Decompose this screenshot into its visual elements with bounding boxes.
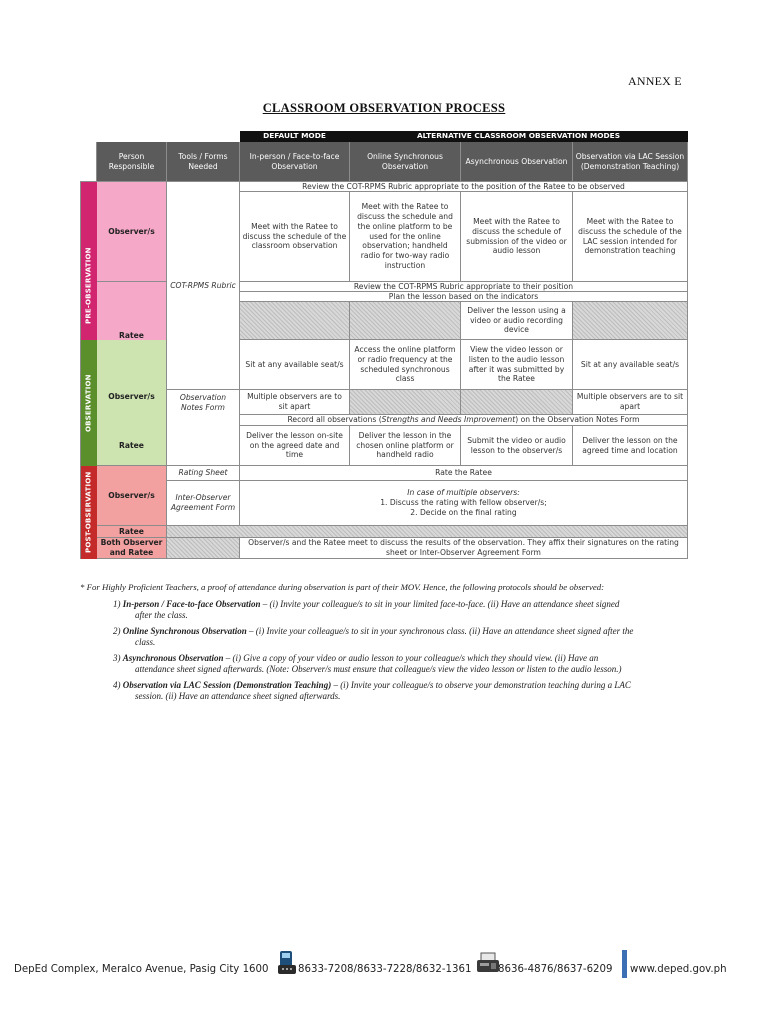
review-rubric-observer: Review the COT-RPMS Rubric appropriate to the position of the Ratee to be observed bbox=[240, 182, 688, 192]
protocol-label: Observation via LAC Session (Demonstration Teaching) bbox=[122, 679, 332, 690]
fax-machine-icon bbox=[476, 952, 500, 976]
footer-website: www.deped.gov.ph bbox=[630, 964, 727, 975]
post-observer-label: Observer/s bbox=[97, 466, 167, 526]
pre-ratee-label: Ratee bbox=[97, 282, 167, 390]
record-suffix: ) on the Observation Notes Form bbox=[515, 415, 640, 425]
na-cell bbox=[573, 302, 688, 340]
access-online: Access the online platform or radio frequency at the scheduled synchronous class bbox=[350, 340, 461, 390]
meet-online: Meet with the Ratee to discuss the schedule and the online platform to be used for the online observation; handheld radio for two-way radio instruction bbox=[350, 192, 461, 282]
multiple-observers-title: In case of multiple observers: bbox=[407, 488, 520, 498]
lac-session-header: Observation via LAC Session (Demonstration Teaching) bbox=[573, 142, 688, 182]
meet-lac: Meet with the Ratee to discuss the schedule of the LAC session intended for demonstration teaching bbox=[573, 192, 688, 282]
protocol-text: – (i) Invite your colleague/s to observe your demonstration teaching during a LAC session. (ii) Have an attendance sheet signed afterwards. bbox=[135, 679, 631, 701]
observation-notes-form-tool: Observation Notes Form bbox=[167, 340, 240, 466]
protocol-label: Asynchronous Observation bbox=[122, 652, 224, 663]
meet-inperson: Meet with the Ratee to discuss the schedule of the classroom observation bbox=[240, 192, 350, 282]
record-prefix: Record all observations ( bbox=[287, 415, 382, 425]
protocol-item bbox=[80, 680, 692, 702]
protocol-text: – (i) Give a copy of your video or audio lesson to your colleague/s which they should view. (ii) Have an attendance sheet signed afterwards. (Note: Observer/s must ensure that colleague/s view the video lesson or listen to the audio lesson.) bbox=[135, 652, 622, 674]
sit-apart-inperson: Multiple observers are to sit apart bbox=[240, 390, 350, 415]
na-cell bbox=[240, 302, 350, 340]
both-observer-ratee-label: Both Observer and Ratee bbox=[97, 538, 167, 559]
inter-observer-agreement-tool: Inter-Observer Agreement Form bbox=[167, 481, 240, 526]
footer-address: DepEd Complex, Meralco Avenue, Pasig City 1600 bbox=[14, 964, 269, 975]
observation-process-table bbox=[80, 131, 688, 579]
annex-label: ANNEX E bbox=[628, 74, 682, 88]
pre-observation-band: PRE-OBSERVATION bbox=[80, 182, 97, 390]
cot-rpms-rubric-tool: COT-RPMS Rubric bbox=[167, 182, 240, 390]
protocol-number: 2) bbox=[113, 625, 121, 636]
obs-ratee-label: Ratee bbox=[97, 426, 167, 466]
record-italic: Strengths and Needs Improvement bbox=[381, 415, 516, 425]
sit-lac: Sit at any available seat/s bbox=[573, 340, 688, 390]
view-async: View the video lesson or listen to the audio lesson after it was submitted by the Ratee bbox=[461, 340, 573, 390]
na-cell bbox=[167, 526, 688, 538]
deliver-inperson: Deliver the lesson on-site on the agreed date and time bbox=[240, 426, 350, 466]
multiple-observers-step-2: 2. Decide on the final rating bbox=[410, 507, 517, 517]
plan-lesson: Plan the lesson based on the indicators bbox=[240, 292, 688, 302]
sit-inperson: Sit at any available seat/s bbox=[240, 340, 350, 390]
footer-phone: 8633-7208/8633-7228/8632-1361 bbox=[298, 964, 472, 975]
notes-intro: * For Highly Proficient Teachers, a proof of attendance during observation is part of their MOV. Hence, the following protocols should be observed: bbox=[80, 582, 605, 592]
na-cell bbox=[461, 390, 573, 415]
page-footer bbox=[14, 960, 754, 986]
protocol-item bbox=[80, 653, 692, 675]
online-sync-header: Online Synchronous Observation bbox=[350, 142, 461, 182]
meet-discuss-results: Observer/s and the Ratee meet to discuss the results of the observation. They affix their signatures on the rating sheet or Inter-Observer Agreement Form bbox=[240, 538, 688, 559]
alternative-modes-header: ALTERNATIVE CLASSROOM OBSERVATION MODES bbox=[350, 131, 688, 142]
submit-async: Submit the video or audio lesson to the observer/s bbox=[461, 426, 573, 466]
header-spacer bbox=[80, 142, 97, 182]
pre-observer-label: Observer/s bbox=[97, 182, 167, 282]
multiple-observers-step-1: 1. Discuss the rating with fellow observer/s; bbox=[380, 498, 547, 508]
protocol-number: 1) bbox=[113, 598, 121, 609]
obs-observer-label: Observer/s bbox=[97, 340, 167, 454]
observation-band: OBSERVATION bbox=[80, 340, 97, 466]
protocol-notes bbox=[80, 582, 692, 706]
footer-fax: 8636-4876/8637-6209 bbox=[498, 964, 613, 975]
protocol-text: – (i) Invite your colleague/s to sit in your synchronous class. (ii) Have an attendance sheet signed after the class. bbox=[135, 625, 634, 647]
protocol-item bbox=[80, 626, 692, 648]
person-responsible-header: Person Responsible bbox=[97, 142, 167, 182]
page-title: CLASSROOM OBSERVATION PROCESS bbox=[262, 101, 506, 115]
telephone-icon bbox=[277, 950, 299, 976]
protocol-label: Online Synchronous Observation bbox=[122, 625, 247, 636]
sit-apart-lac: Multiple observers are to sit apart bbox=[573, 390, 688, 415]
na-cell bbox=[350, 302, 461, 340]
deliver-recording: Deliver the lesson using a video or audio recording device bbox=[461, 302, 573, 340]
async-header: Asynchronous Observation bbox=[461, 142, 573, 182]
protocol-number: 3) bbox=[113, 652, 121, 663]
protocol-label: In-person / Face-to-face Observation bbox=[122, 598, 261, 609]
na-cell bbox=[167, 538, 240, 559]
deliver-online: Deliver the lesson in the chosen online platform or handheld radio bbox=[350, 426, 461, 466]
protocol-text: – (i) Invite your colleague/s to sit in your limited face-to-face. (ii) Have an attendance sheet signed after the class. bbox=[135, 598, 620, 620]
rate-ratee: Rate the Ratee bbox=[240, 466, 688, 481]
blank-corner bbox=[80, 131, 240, 142]
deliver-lac: Deliver the lesson on the agreed time and location bbox=[573, 426, 688, 466]
web-bar-icon bbox=[621, 950, 629, 978]
default-mode-header: DEFAULT MODE bbox=[240, 131, 350, 142]
tools-forms-header: Tools / Forms Needed bbox=[167, 142, 240, 182]
protocol-number: 4) bbox=[113, 679, 121, 690]
protocol-item bbox=[80, 599, 692, 621]
review-rubric-ratee: Review the COT-RPMS Rubric appropriate to their position bbox=[240, 282, 688, 292]
multiple-observers-note bbox=[240, 481, 688, 526]
post-observation-band: POST-OBSERVATION bbox=[80, 466, 97, 559]
meet-async: Meet with the Ratee to discuss the schedule of submission of the video or audio lesson bbox=[461, 192, 573, 282]
rating-sheet-tool: Rating Sheet bbox=[167, 466, 240, 481]
inperson-header: In-person / Face-to-face Observation bbox=[240, 142, 350, 182]
protocol-list bbox=[80, 599, 692, 702]
post-ratee-label: Ratee bbox=[97, 526, 167, 538]
na-cell bbox=[350, 390, 461, 415]
record-observations bbox=[240, 415, 688, 426]
